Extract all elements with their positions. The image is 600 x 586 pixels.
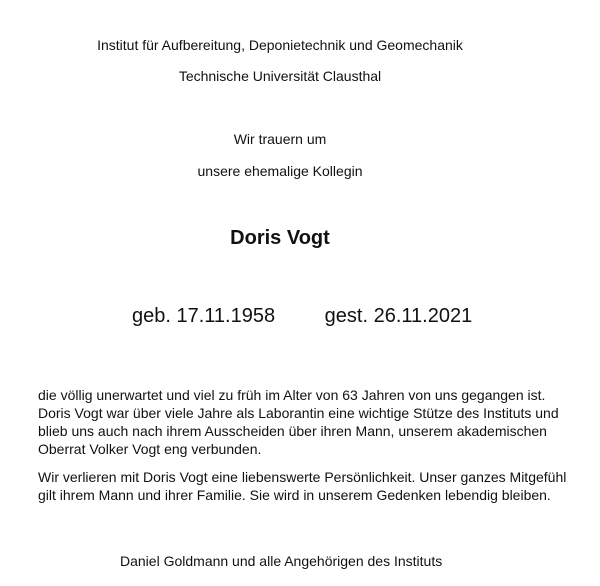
colleague-phrase: unsere ehemalige Kollegin (197, 163, 363, 179)
paragraph-line: Oberrat Volker Vogt eng verbunden. (38, 441, 262, 457)
mourning-phrase: Wir trauern um (233, 131, 327, 147)
university-name: Technische Universität Clausthal (178, 68, 382, 84)
life-dates (132, 305, 472, 328)
paragraph-condolence (38, 468, 568, 504)
birth-date: geb. 17.11.1958 (132, 305, 276, 327)
paragraph-line: blieb uns auch nach ihrem Ausscheiden über ihren Mann, unserem akademischen (38, 423, 547, 439)
paragraph-line: Wir verlieren mit Doris Vogt eine liebenswerte Persönlichkeit. Unser ganzes Mitgefühl (38, 469, 567, 485)
institute-name: Institut für Aufbereitung, Deponietechnik und Geomechanik (97, 37, 463, 53)
paragraph-tribute (38, 386, 568, 458)
deceased-name: Doris Vogt (230, 227, 330, 249)
signature-line: Daniel Goldmann und alle Angehörigen des Instituts (120, 553, 443, 569)
paragraph-line: Doris Vogt war über viele Jahre als Laborantin eine wichtige Stütze des Instituts und (38, 405, 559, 421)
paragraph-line: gilt ihrem Mann und ihrer Familie. Sie wird in unserem Gedenken lebendig bleiben. (38, 487, 551, 503)
paragraph-line: die völlig unerwartet und viel zu früh im Alter von 63 Jahren von uns gegangen ist. (38, 387, 546, 403)
death-date: gest. 26.11.2021 (324, 305, 473, 327)
